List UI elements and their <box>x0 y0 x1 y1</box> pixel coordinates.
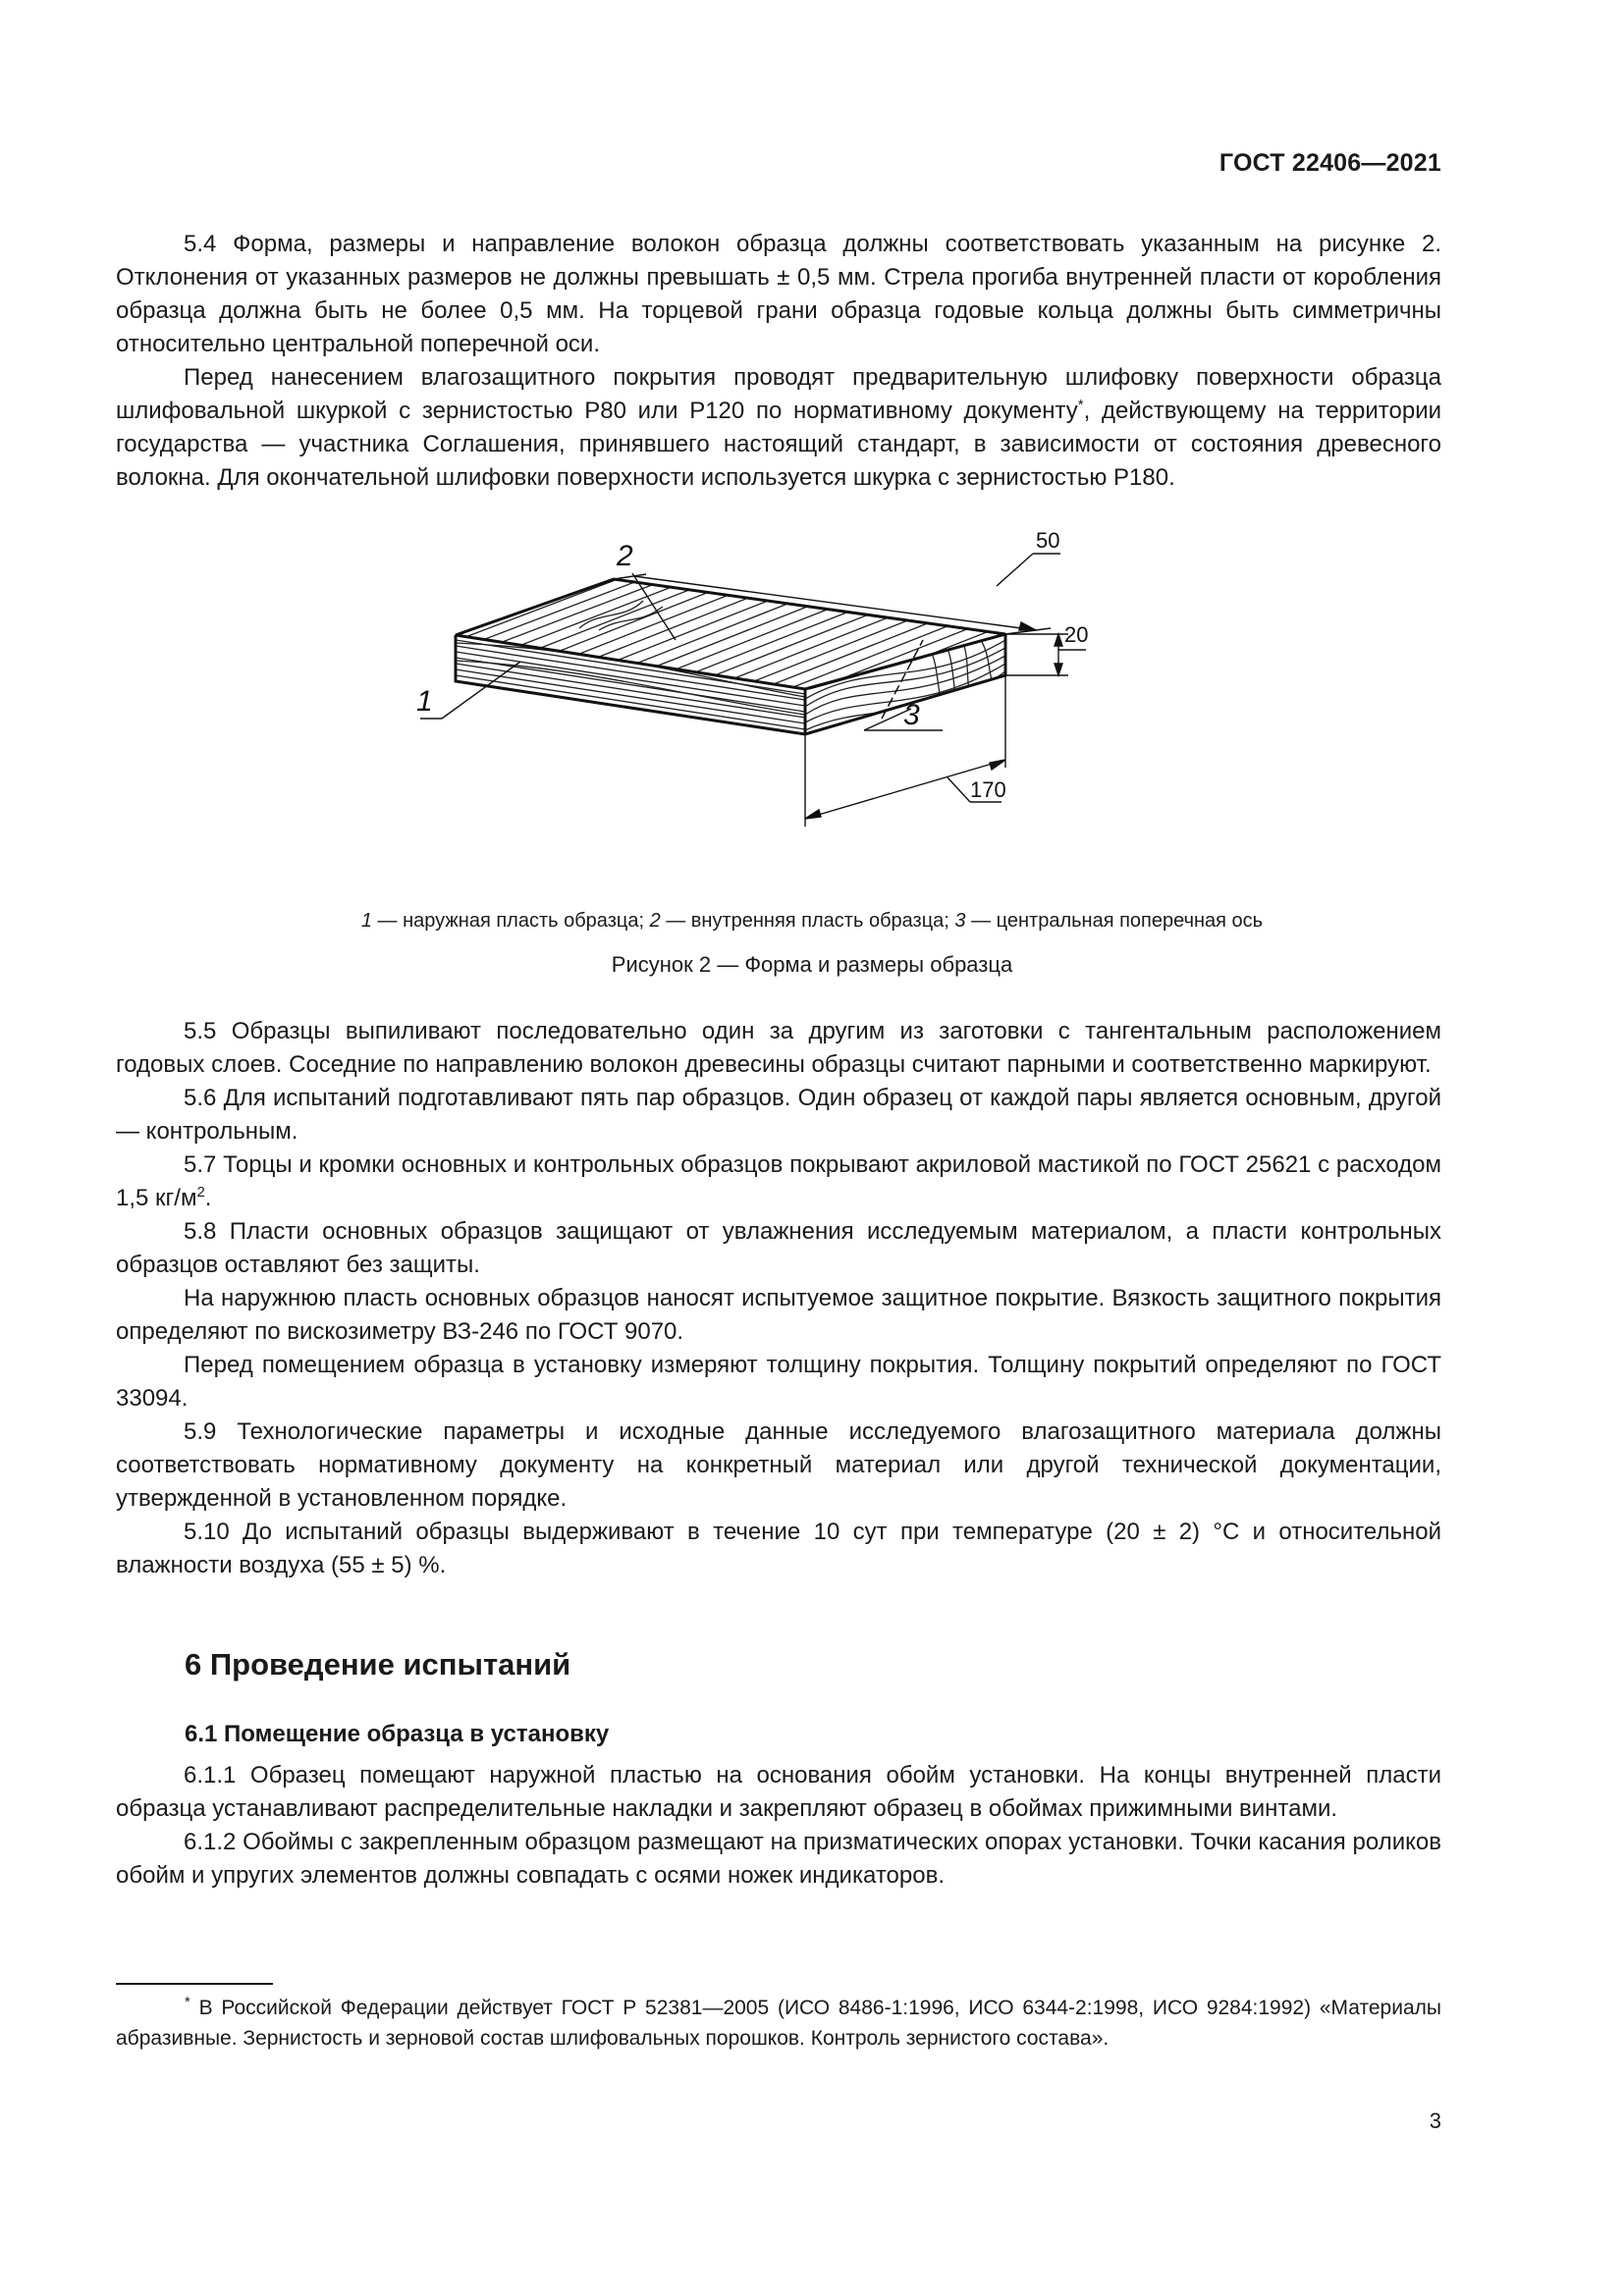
footnote-divider <box>116 1983 273 1985</box>
sample-outline <box>456 579 1005 734</box>
legend-num-1: 1 <box>360 910 372 932</box>
legend-num-2: 2 <box>649 910 661 932</box>
paragraph-5-7 <box>116 1148 1441 1215</box>
end-face-grain <box>456 640 805 735</box>
paragraph-5-8: 5.8 Пласти основных образцов защищают от увлажнения исследуемым материалом, а пласти контрольных образцов оставляют без защиты. <box>116 1218 1441 1278</box>
callout-label-1: 1 <box>416 685 433 718</box>
footnote-text <box>116 1993 1441 2054</box>
paragraph-sanding-text-end: , действующему на территории государства — участника Соглашения, принявшего настоящий стандарт, в зависимости от состояния древесного волокна. Для окончательной шлифовки поверхности используется шкурка с зернистостью Р180. <box>116 398 1442 491</box>
paragraph-5-10: 5.10 До испытаний образцы выдерживают в течение 10 сут при температуре (20 ± 2) °С и относительной влажности воздуха (55 ± 5) %. <box>116 1519 1441 1578</box>
standard-header: ГОСТ 22406—2021 <box>1218 149 1441 177</box>
legend-text-3: — центральная поперечная ось <box>965 910 1264 932</box>
subsection-6-1-title: 6.1 Помещение образца в установку <box>185 1721 610 1747</box>
section-5-top-text <box>116 228 1441 495</box>
footnote-body: В Российской Федерации действует ГОСТ Р 52381—2005 (ИСО 8486-1:1996, ИСО 6344-2:1998, ИСО 9284:1992) «Материалы абразивные. Зернистость и зерновой состав шлифовальных порошков. Контроль зернистого состава». <box>116 1997 1441 2050</box>
callout-label-2: 2 <box>617 540 633 572</box>
dimension-20-label: 20 <box>1064 622 1089 647</box>
paragraph-5-7-end: . <box>204 1185 212 1211</box>
leader-lines <box>420 573 943 730</box>
callout-label-3: 3 <box>903 699 920 731</box>
legend-num-3: 3 <box>954 910 966 932</box>
paragraph-5-5: 5.5 Образцы выпиливают последовательно один за другим из заготовки с тангентальным расположением годовых слоев. Соседние по направлению волокон древесины образцы считают парными и соответственно маркируют. <box>116 1018 1441 1078</box>
paragraph-5-7-text: 5.7 Торцы и кромки основных и контрольных образцов покрывают акриловой мастикой по ГОСТ 25621 с расходом 1,5 кг/м <box>116 1151 1441 1211</box>
paragraph-5-4: 5.4 Форма, размеры и направление волокон образца должны соответствовать указанным на рисунке 2. Отклонения от указанных размеров не должны превышать ± 0,5 мм. Стрела прогиба внутренней пласти от коробления образца должна быть не более 0,5 мм. На торцевой грани образца годовые кольца должны быть симметричны относительно центральной поперечной оси. <box>116 231 1441 357</box>
paragraph-5-9: 5.9 Технологические параметры и исходные данные исследуемого влагозащитного материала должны соответствовать нормативному документу на конкретный материал или другой технической документации, утвержденной в установленном порядке. <box>116 1418 1441 1512</box>
figure-legend <box>0 907 1624 934</box>
paragraph-coating-thickness: Перед помещением образца в установку измеряют толщину покрытия. Толщину покрытий определяют по ГОСТ 33094. <box>116 1352 1441 1412</box>
paragraph-coating-viscosity: На наружнюю пласть основных образцов наносят испытуемое защитное покрытие. Вязкость защитного покрытия определяют по вискозиметру ВЗ-246 по ГОСТ 9070. <box>116 1285 1441 1345</box>
legend-text-2: — внутренняя пласть образца; <box>660 910 955 932</box>
dimension-170-label: 170 <box>970 777 1006 802</box>
footnote-block <box>116 1983 1441 2054</box>
paragraph-sanding-text: Перед нанесением влагозащитного покрытия проводят предварительную шлифовку поверхности образца шлифовальной шкуркой с зернистостью Р80 или Р120 по нормативному документу <box>116 364 1441 424</box>
paragraph-sanding <box>116 361 1441 495</box>
legend-text-1: — наружная пласть образца; <box>372 910 650 932</box>
footnote-mark: * <box>185 1994 190 2010</box>
superscript-2: 2 <box>196 1184 205 1201</box>
paragraph-6-1-1: 6.1.1 Образец помещают наружной пластью на основания обойм установки. На концы внутренней пласти образца устанавливают распределительные накладки и закрепляют образец в обоймах прижимными винтами. <box>116 1762 1441 1822</box>
page-number: 3 <box>1429 2109 1441 2133</box>
section-5-continued-text <box>116 1015 1441 1582</box>
figure-caption: Рисунок 2 — Форма и размеры образца <box>611 952 1013 977</box>
section-6-title: 6 Проведение испытаний <box>185 1647 571 1682</box>
footnote-ref-mark: * <box>1077 397 1084 413</box>
dimension-50-label: 50 <box>1036 528 1060 553</box>
paragraph-5-6: 5.6 Для испытаний подготавливают пять пар образцов. Один образец от каждой пары является основным, другой — контрольным. <box>116 1085 1441 1145</box>
paragraph-6-1-2: 6.1.2 Обоймы с закрепленным образцом размещают на призматических опорах установки. Точки касания роликов обойм и упругих элементов должны совпадать с осями ножек индикаторов. <box>116 1829 1441 1889</box>
section-6 <box>116 1645 1441 1893</box>
figure-2-sample-drawing <box>412 528 1198 876</box>
